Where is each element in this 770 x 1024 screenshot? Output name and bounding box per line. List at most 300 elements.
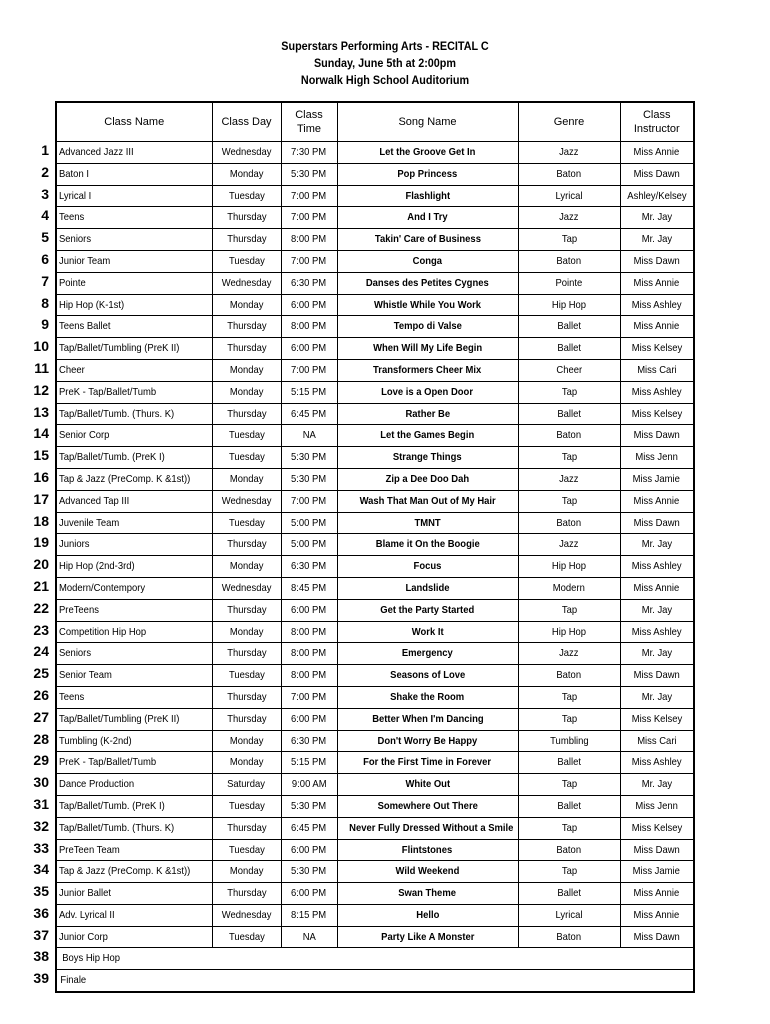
table-row xyxy=(56,839,694,861)
instructor-cell xyxy=(620,468,694,490)
class-day-cell xyxy=(212,621,281,643)
instructor-cell xyxy=(620,861,694,883)
class-day-cell xyxy=(212,447,281,469)
class-day-cell xyxy=(212,468,281,490)
class-name-cell xyxy=(56,686,212,708)
song-name-cell xyxy=(337,512,518,534)
class-day-cell-text: Monday xyxy=(229,298,264,311)
song-name-cell-text: Focus xyxy=(413,560,442,573)
table-row xyxy=(56,294,694,316)
class-day-cell-text: Tuesday xyxy=(228,669,265,682)
class-name-cell-text: Seniors xyxy=(59,233,92,246)
table-row xyxy=(56,468,694,490)
table-row xyxy=(56,861,694,883)
table-row xyxy=(56,970,694,992)
table-row xyxy=(56,621,694,643)
genre-cell-text: Modern xyxy=(552,581,586,594)
song-name-cell-text: Let the Games Begin xyxy=(380,429,475,442)
table-row xyxy=(56,599,694,621)
instructor-cell xyxy=(620,512,694,534)
song-name-cell-text: TMNT xyxy=(414,516,441,529)
column-header-class-time-line2: Time xyxy=(296,123,322,135)
row-number: 20 xyxy=(33,556,49,573)
song-name-cell xyxy=(337,817,518,839)
table-row xyxy=(56,774,694,796)
row-number: 23 xyxy=(33,621,49,638)
instructor-cell-text: Miss Dawn xyxy=(633,843,680,856)
table-row xyxy=(56,795,694,817)
instructor-cell xyxy=(620,904,694,926)
class-name-cell xyxy=(56,839,212,861)
table-row xyxy=(56,883,694,905)
genre-cell-text: Baton xyxy=(556,669,582,682)
class-name-cell-text: Advanced Tap III xyxy=(59,494,130,507)
table-row xyxy=(56,817,694,839)
table-row xyxy=(56,577,694,599)
genre-cell xyxy=(518,730,620,752)
genre-cell xyxy=(518,185,620,207)
row-number: 11 xyxy=(34,359,49,376)
genre-cell xyxy=(518,403,620,425)
genre-cell xyxy=(518,490,620,512)
class-name-cell xyxy=(56,883,212,905)
class-time-cell xyxy=(281,556,337,578)
table-row xyxy=(56,425,694,447)
row-number: 8 xyxy=(41,294,49,311)
class-day-cell-text: Thursday xyxy=(226,887,267,900)
class-name-cell-text: Seniors xyxy=(59,647,92,660)
class-day-cell-text: Monday xyxy=(229,167,264,180)
class-time-cell-text: 8:00 PM xyxy=(291,669,327,682)
row-number: 7 xyxy=(41,272,49,289)
recital-date: Sunday, June 5th at 2:00pm xyxy=(313,56,457,70)
genre-cell-text: Tap xyxy=(561,778,577,791)
genre-cell xyxy=(518,861,620,883)
class-day-cell-text: Thursday xyxy=(226,712,267,725)
class-name-cell xyxy=(56,447,212,469)
class-day-cell-text: Thursday xyxy=(226,342,267,355)
table-row xyxy=(56,359,694,381)
class-day-cell-text: Tuesday xyxy=(228,843,265,856)
instructor-cell xyxy=(620,229,694,251)
genre-cell xyxy=(518,926,620,948)
table-row xyxy=(56,512,694,534)
class-time-cell xyxy=(281,163,337,185)
class-time-cell xyxy=(281,730,337,752)
class-name-cell-text: Juniors xyxy=(59,538,90,551)
song-name-cell-text: Conga xyxy=(412,254,443,267)
song-name-cell-text: Strange Things xyxy=(393,451,462,464)
genre-cell-text: Tap xyxy=(561,233,577,246)
class-name-cell xyxy=(56,250,212,272)
class-time-cell xyxy=(281,686,337,708)
genre-cell xyxy=(518,163,620,185)
song-name-cell-text: Better When I'm Dancing xyxy=(371,712,484,725)
instructor-cell-text: Ashley/Kelsey xyxy=(627,189,687,202)
song-name-cell xyxy=(337,643,518,665)
song-name-cell-text: Don't Worry Be Happy xyxy=(377,734,478,747)
row-number: 4 xyxy=(41,207,49,224)
instructor-cell xyxy=(620,490,694,512)
table-row xyxy=(56,926,694,948)
genre-cell-text: Tumbling xyxy=(549,734,589,747)
table-row xyxy=(56,163,694,185)
instructor-cell-text: Miss Jenn xyxy=(635,451,679,464)
instructor-cell xyxy=(620,926,694,948)
class-day-cell-text: Thursday xyxy=(226,320,267,333)
genre-cell-text: Baton xyxy=(556,516,582,529)
genre-cell-text: Tap xyxy=(561,603,577,616)
row-number: 18 xyxy=(33,512,49,529)
genre-cell xyxy=(518,425,620,447)
class-time-cell xyxy=(281,250,337,272)
song-name-cell xyxy=(337,926,518,948)
row-number: 33 xyxy=(33,839,49,856)
genre-cell-text: Jazz xyxy=(559,647,579,660)
class-name-cell-text: Hip Hop (K-1st) xyxy=(59,298,125,311)
class-name-cell-text: Cheer xyxy=(59,363,85,376)
recital-title: Superstars Performing Arts - RECITAL C xyxy=(281,39,489,53)
class-name-cell xyxy=(56,338,212,360)
instructor-cell xyxy=(620,250,694,272)
instructor-cell xyxy=(620,621,694,643)
class-day-cell xyxy=(212,883,281,905)
song-name-cell xyxy=(337,708,518,730)
class-time-cell-text: 5:30 PM xyxy=(291,799,327,812)
class-time-cell xyxy=(281,338,337,360)
class-name-cell xyxy=(56,207,212,229)
class-name-cell-text: Tap/Ballet/Tumb. (Thurs. K) xyxy=(59,407,175,420)
row-number: 14 xyxy=(33,425,49,442)
class-name-cell-text: Hip Hop (2nd-3rd) xyxy=(59,560,135,573)
instructor-cell xyxy=(620,730,694,752)
class-name-cell xyxy=(56,272,212,294)
table-row xyxy=(56,316,694,338)
row-number: 17 xyxy=(33,490,49,507)
table-row xyxy=(56,142,694,164)
genre-cell xyxy=(518,468,620,490)
table-row xyxy=(56,686,694,708)
instructor-cell xyxy=(620,359,694,381)
song-name-cell-text: When Will My Life Begin xyxy=(372,342,483,355)
instructor-cell xyxy=(620,577,694,599)
song-name-cell xyxy=(337,359,518,381)
genre-cell-text: Ballet xyxy=(557,342,581,355)
class-name-cell xyxy=(56,752,212,774)
instructor-cell-text: Mr. Jay xyxy=(641,690,672,703)
class-time-cell-text: 6:45 PM xyxy=(291,821,327,834)
class-name-cell-text: Adv. Lyrical II xyxy=(59,908,115,921)
class-name-cell xyxy=(56,403,212,425)
class-name-cell xyxy=(56,381,212,403)
instructor-cell-text: Miss Ashley xyxy=(631,625,682,638)
row-number-column xyxy=(27,140,49,990)
instructor-cell-text: Miss Jamie xyxy=(633,865,681,878)
song-name-cell-text: Hello xyxy=(415,908,440,921)
song-name-cell xyxy=(337,665,518,687)
class-name-cell xyxy=(56,795,212,817)
class-day-cell xyxy=(212,229,281,251)
song-name-cell-text: Seasons of Love xyxy=(389,669,466,682)
row-number: 3 xyxy=(41,185,49,202)
class-day-cell-text: Thursday xyxy=(226,690,267,703)
table-row xyxy=(56,447,694,469)
genre-cell-text: Ballet xyxy=(557,407,581,420)
class-time-cell-text: 6:30 PM xyxy=(291,560,327,573)
class-time-cell-text: 9:00 AM xyxy=(291,778,327,791)
class-time-cell-text: 8:00 PM xyxy=(291,625,327,638)
song-name-cell-text: Somewhere Out There xyxy=(377,799,478,812)
genre-cell-text: Tap xyxy=(561,385,577,398)
class-day-cell-text: Tuesday xyxy=(228,799,265,812)
row-number: 21 xyxy=(33,577,49,594)
instructor-cell-text: Miss Kelsey xyxy=(631,342,682,355)
genre-cell-text: Jazz xyxy=(559,538,579,551)
genre-cell xyxy=(518,643,620,665)
genre-cell xyxy=(518,774,620,796)
song-name-cell xyxy=(337,142,518,164)
row-number: 15 xyxy=(33,447,49,464)
class-time-cell xyxy=(281,185,337,207)
class-day-cell xyxy=(212,403,281,425)
genre-cell-text: Tap xyxy=(561,494,577,507)
class-name-cell-text: Dance Production xyxy=(59,778,135,791)
instructor-cell-text: Miss Annie xyxy=(633,581,680,594)
genre-cell-text: Jazz xyxy=(559,146,579,158)
instructor-cell-text: Miss Dawn xyxy=(633,167,680,180)
row-number: 24 xyxy=(33,643,49,660)
instructor-cell-text: Miss Dawn xyxy=(633,429,680,442)
row-number: 39 xyxy=(33,970,49,987)
instructor-cell-text: Mr. Jay xyxy=(641,603,672,616)
class-time-cell xyxy=(281,643,337,665)
class-name-cell-text: Teens Ballet xyxy=(59,320,111,333)
class-name-cell-text: Pointe xyxy=(59,276,86,289)
song-name-cell xyxy=(337,490,518,512)
class-time-cell-text: 6:00 PM xyxy=(291,603,327,616)
song-name-cell-text: Tempo di Valse xyxy=(393,320,462,333)
song-name-cell-text: Get the Party Started xyxy=(380,603,475,616)
genre-cell xyxy=(518,621,620,643)
song-name-cell xyxy=(337,861,518,883)
song-name-cell-text: Transformers Cheer Mix xyxy=(373,363,482,376)
class-day-cell xyxy=(212,730,281,752)
table-row xyxy=(56,272,694,294)
row-number: 32 xyxy=(33,817,49,834)
column-header-instructor-line1: Class xyxy=(642,109,671,121)
class-name-cell xyxy=(56,294,212,316)
class-name-cell-text: Senior Corp xyxy=(59,429,110,442)
table-row xyxy=(56,250,694,272)
song-name-cell-text: Emergency xyxy=(402,647,453,660)
genre-cell xyxy=(518,447,620,469)
extra-item-cell xyxy=(56,948,694,970)
class-day-cell xyxy=(212,338,281,360)
instructor-cell-text: Miss Annie xyxy=(633,276,680,289)
song-name-cell xyxy=(337,752,518,774)
class-time-cell xyxy=(281,904,337,926)
class-time-cell xyxy=(281,926,337,948)
song-name-cell-text: Swan Theme xyxy=(398,887,457,900)
instructor-cell xyxy=(620,795,694,817)
table-row xyxy=(56,948,694,970)
song-name-cell xyxy=(337,163,518,185)
instructor-cell xyxy=(620,665,694,687)
class-day-cell xyxy=(212,686,281,708)
class-name-cell xyxy=(56,468,212,490)
class-day-cell-text: Monday xyxy=(229,756,264,769)
genre-cell-text: Tap xyxy=(561,865,577,878)
instructor-cell xyxy=(620,142,694,164)
instructor-cell-text: Mr. Jay xyxy=(641,233,672,246)
genre-cell xyxy=(518,316,620,338)
class-name-cell-text: PreK - Tap/Ballet/Tumb xyxy=(59,756,157,769)
song-name-cell-text: Never Fully Dressed Without a Smile xyxy=(348,821,513,834)
row-number: 9 xyxy=(41,316,49,333)
instructor-cell-text: Mr. Jay xyxy=(641,538,672,551)
class-time-cell xyxy=(281,468,337,490)
genre-cell xyxy=(518,359,620,381)
class-time-cell xyxy=(281,316,337,338)
genre-cell xyxy=(518,817,620,839)
genre-cell-text: Tap xyxy=(561,451,577,464)
genre-cell-text: Baton xyxy=(556,254,582,267)
class-day-cell-text: Thursday xyxy=(226,211,267,224)
song-name-cell xyxy=(337,207,518,229)
instructor-cell-text: Miss Ashley xyxy=(631,385,682,398)
song-name-cell xyxy=(337,316,518,338)
class-day-cell xyxy=(212,294,281,316)
class-day-cell-text: Monday xyxy=(229,472,264,485)
song-name-cell-text: Shake the Room xyxy=(390,690,465,703)
genre-cell xyxy=(518,272,620,294)
class-time-cell-text: 6:00 PM xyxy=(291,712,327,725)
class-time-cell-text: NA xyxy=(302,930,316,943)
genre-cell xyxy=(518,577,620,599)
instructor-cell-text: Miss Kelsey xyxy=(631,821,682,834)
class-name-cell-text: Junior Ballet xyxy=(59,887,112,900)
class-name-cell-text: Advanced Jazz III xyxy=(59,146,134,158)
column-header-instructor xyxy=(620,102,694,142)
class-time-cell xyxy=(281,447,337,469)
genre-cell-text: Baton xyxy=(556,930,582,943)
instructor-cell-text: Miss Ashley xyxy=(631,756,682,769)
class-day-cell xyxy=(212,665,281,687)
instructor-cell-text: Mr. Jay xyxy=(641,211,672,224)
song-name-cell xyxy=(337,686,518,708)
class-day-cell xyxy=(212,774,281,796)
class-day-cell-text: Tuesday xyxy=(228,930,265,943)
genre-cell xyxy=(518,294,620,316)
genre-cell-text: Jazz xyxy=(559,211,579,224)
class-day-cell xyxy=(212,534,281,556)
class-name-cell xyxy=(56,142,212,164)
genre-cell xyxy=(518,795,620,817)
class-day-cell-text: Wednesday xyxy=(221,146,272,158)
class-day-cell xyxy=(212,512,281,534)
genre-cell-text: Tap xyxy=(561,690,577,703)
song-name-cell xyxy=(337,272,518,294)
class-name-cell xyxy=(56,817,212,839)
class-time-cell-text: 6:00 PM xyxy=(291,887,327,900)
song-name-cell-text: Wild Weekend xyxy=(395,865,460,878)
class-name-cell-text: PreTeens xyxy=(59,603,99,616)
table-body xyxy=(56,142,694,993)
song-name-cell-text: Flintstones xyxy=(402,843,453,856)
instructor-cell xyxy=(620,272,694,294)
song-name-cell-text: For the First Time in Forever xyxy=(363,756,492,769)
class-time-cell-text: 7:00 PM xyxy=(291,690,327,703)
instructor-cell-text: Mr. Jay xyxy=(641,647,672,660)
class-name-cell xyxy=(56,229,212,251)
song-name-cell xyxy=(337,774,518,796)
recital-schedule-table xyxy=(55,101,695,993)
genre-cell-text: Hip Hop xyxy=(551,625,587,638)
class-time-cell-text: 5:00 PM xyxy=(291,538,327,551)
column-header-song-name: Song Name xyxy=(337,102,518,142)
song-name-cell-text: And I Try xyxy=(407,211,448,224)
class-day-cell-text: Wednesday xyxy=(221,581,272,594)
row-number: 16 xyxy=(33,468,49,485)
class-name-cell-text: Teens xyxy=(59,690,85,703)
genre-cell xyxy=(518,686,620,708)
class-day-cell-text: Tuesday xyxy=(228,429,265,442)
class-name-cell-text: Tap & Jazz (PreComp. K &1st)) xyxy=(59,865,191,878)
song-name-cell xyxy=(337,403,518,425)
class-name-cell xyxy=(56,185,212,207)
class-time-cell-text: 7:00 PM xyxy=(291,254,327,267)
song-name-cell xyxy=(337,795,518,817)
instructor-cell xyxy=(620,425,694,447)
song-name-cell-text: Zip a Dee Doo Dah xyxy=(385,472,470,485)
table-row xyxy=(56,403,694,425)
column-header-class-day: Class Day xyxy=(212,102,281,142)
row-number: 6 xyxy=(41,250,49,267)
class-day-cell xyxy=(212,272,281,294)
instructor-cell-text: Miss Cari xyxy=(637,363,677,376)
class-day-cell xyxy=(212,163,281,185)
table-row xyxy=(56,708,694,730)
genre-cell-text: Pointe xyxy=(555,276,583,289)
class-day-cell xyxy=(212,185,281,207)
class-time-cell-text: 5:30 PM xyxy=(291,472,327,485)
song-name-cell xyxy=(337,730,518,752)
class-time-cell xyxy=(281,294,337,316)
class-time-cell xyxy=(281,272,337,294)
class-name-cell xyxy=(56,926,212,948)
class-day-cell-text: Wednesday xyxy=(221,276,272,289)
genre-cell-text: Hip Hop xyxy=(551,560,587,573)
class-name-cell xyxy=(56,643,212,665)
table-row xyxy=(56,534,694,556)
row-number: 34 xyxy=(33,861,49,878)
song-name-cell-text: White Out xyxy=(405,778,450,791)
class-name-cell xyxy=(56,425,212,447)
genre-cell xyxy=(518,665,620,687)
class-time-cell-text: 7:30 PM xyxy=(291,146,327,158)
song-name-cell-text: Let the Groove Get In xyxy=(379,146,476,158)
genre-cell xyxy=(518,250,620,272)
class-day-cell xyxy=(212,708,281,730)
class-time-cell-text: 5:00 PM xyxy=(291,516,327,529)
song-name-cell-text: Work It xyxy=(411,625,444,638)
instructor-cell-text: Mr. Jay xyxy=(641,778,672,791)
class-time-cell-text: 8:00 PM xyxy=(291,233,327,246)
class-day-cell xyxy=(212,425,281,447)
class-time-cell-text: 7:00 PM xyxy=(291,363,327,376)
row-number: 10 xyxy=(33,338,49,355)
class-time-cell xyxy=(281,839,337,861)
